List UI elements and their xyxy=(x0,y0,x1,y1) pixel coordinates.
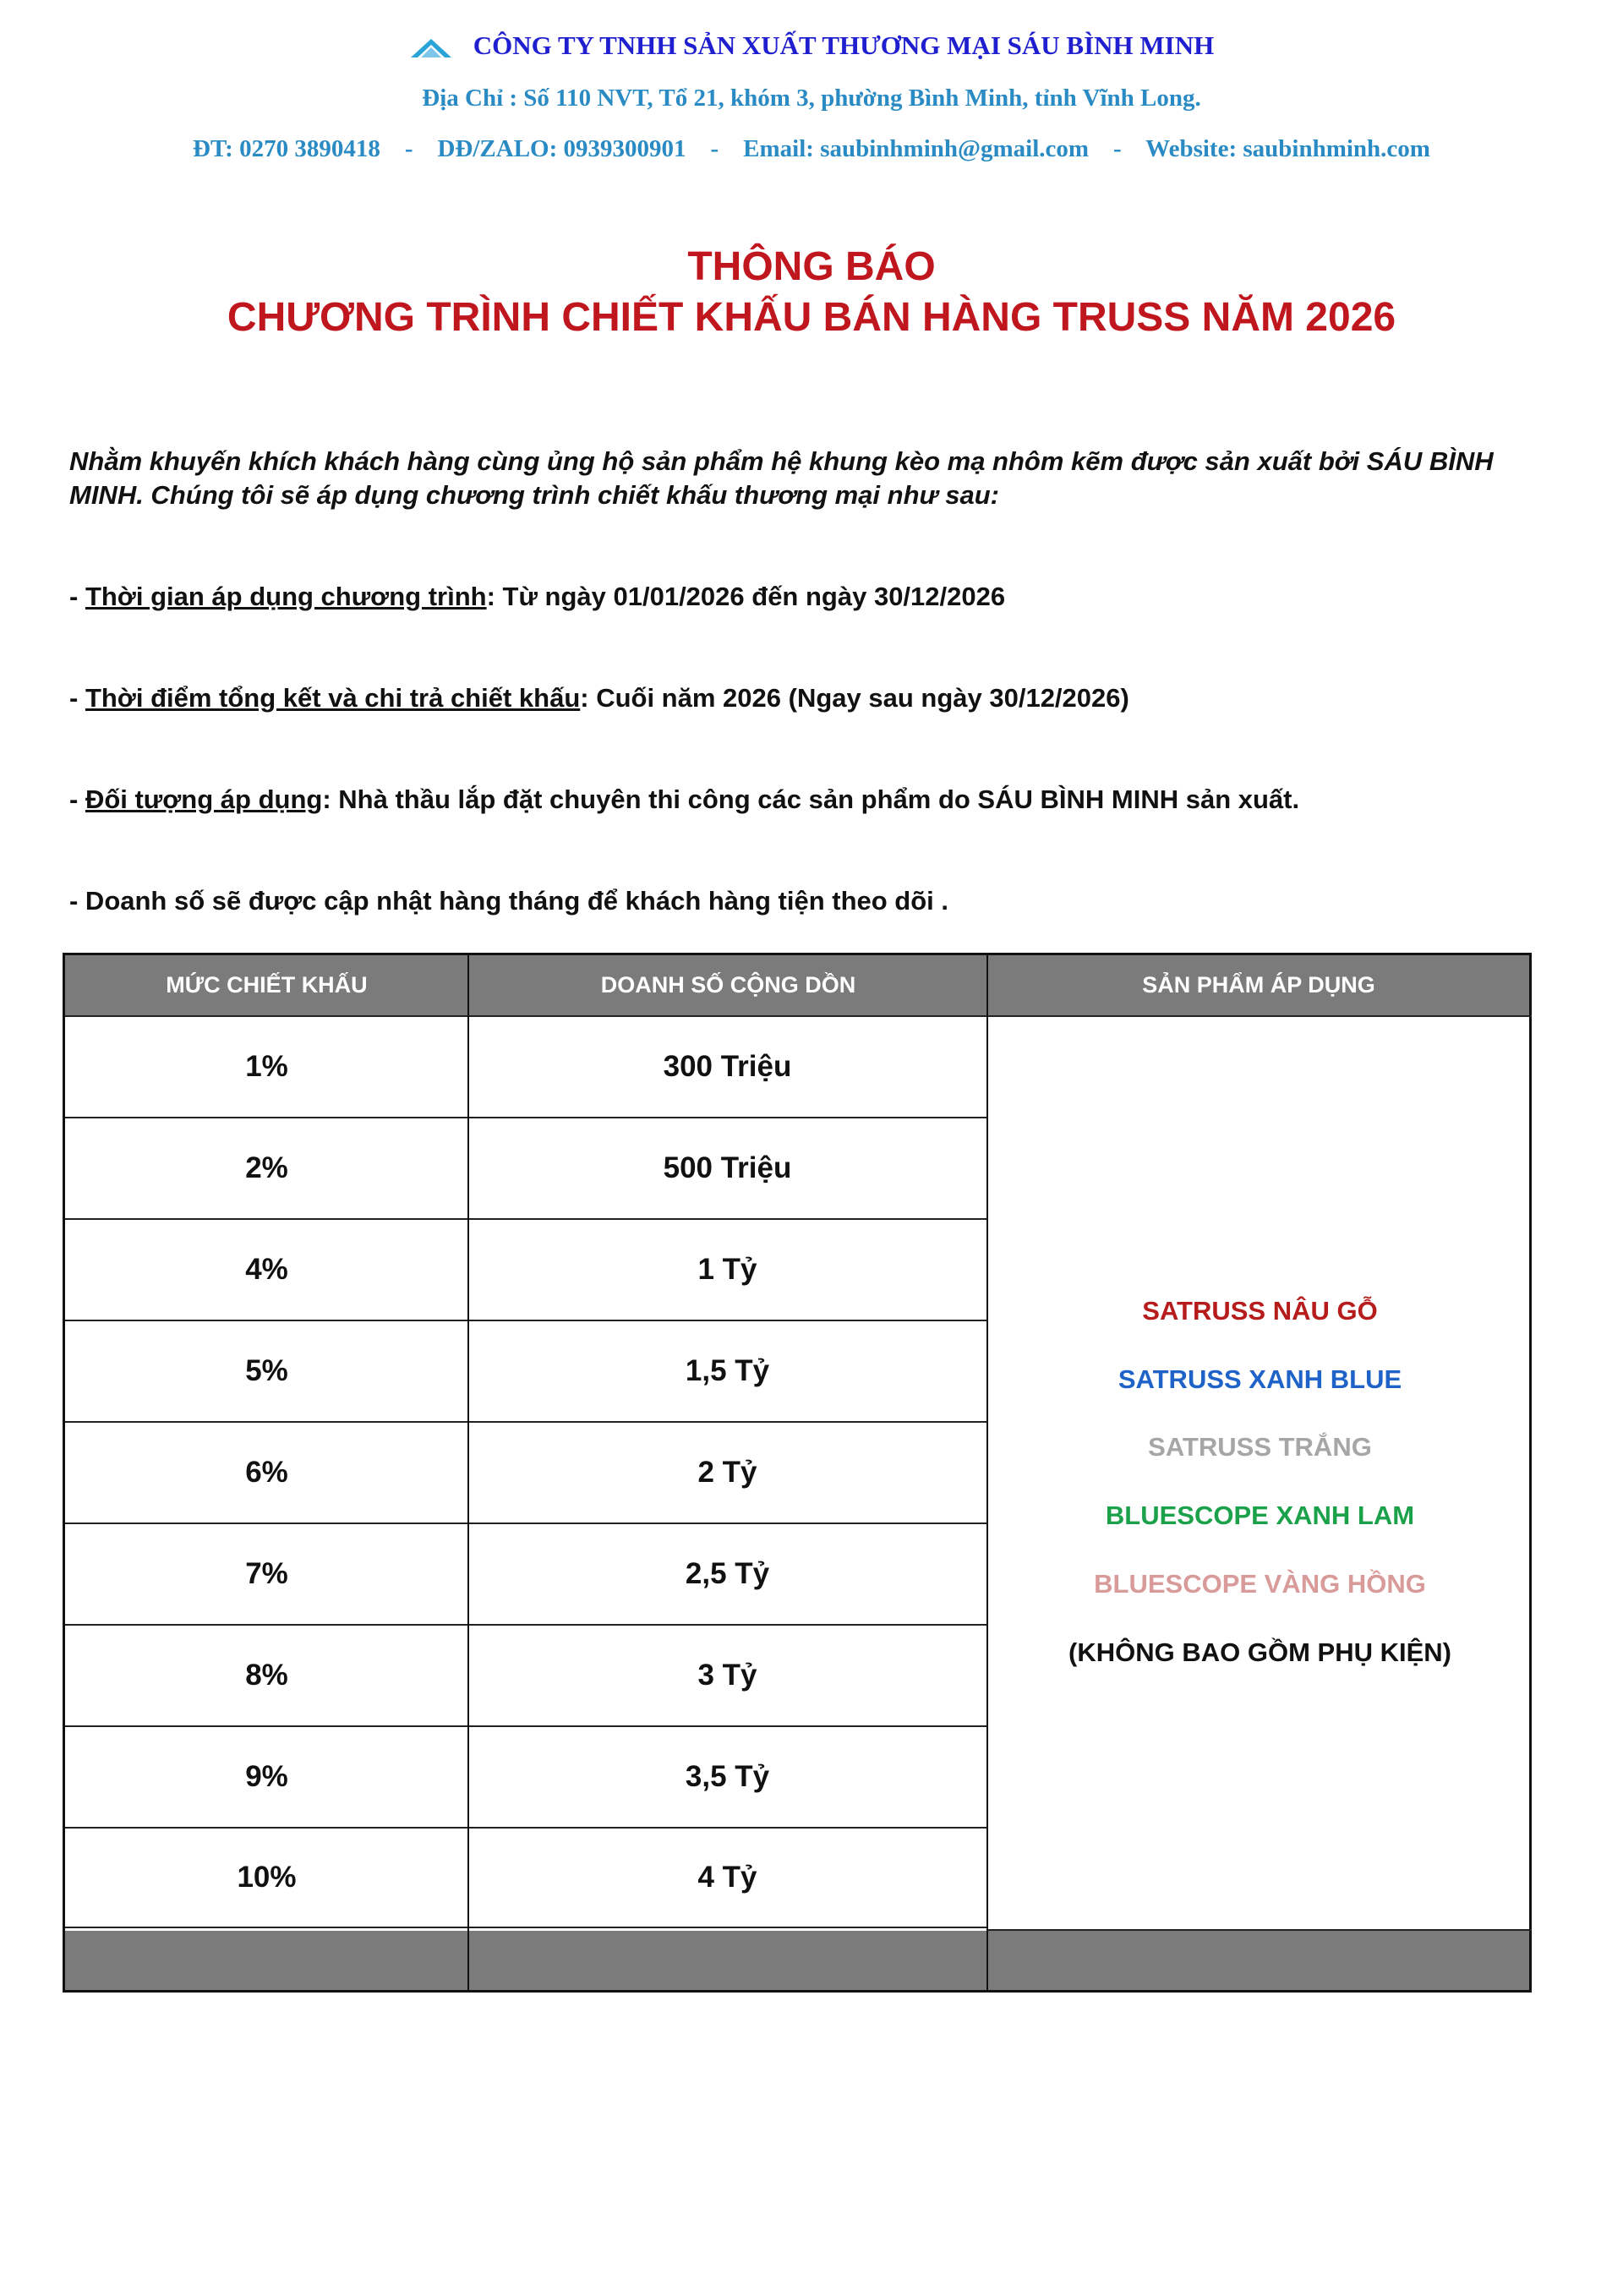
discount-rate-cell: 7% xyxy=(245,1557,288,1590)
cumulative-sales-cell: 1 Tỷ xyxy=(697,1253,757,1286)
cumulative-sales-cell: 3,5 Tỷ xyxy=(685,1760,770,1793)
table-row xyxy=(65,1624,986,1725)
product-item: SATRUSS NÂU GỖ xyxy=(1142,1296,1378,1326)
table-row xyxy=(65,1320,986,1421)
cumulative-sales-cell: 300 Triệu xyxy=(663,1050,792,1083)
company-name-line xyxy=(0,30,1623,66)
table-row xyxy=(65,1117,986,1218)
header-cumulative-sales: DOANH SỐ CỘNG DỒN xyxy=(468,955,988,1015)
bullet-settlement-label: Thời điểm tổng kết và chi trả chiết khấu xyxy=(85,683,581,713)
table-row xyxy=(65,1218,986,1320)
cumulative-sales-cell: 2,5 Tỷ xyxy=(685,1557,770,1590)
table-row xyxy=(65,1827,986,1928)
discount-rate-cell: 8% xyxy=(245,1659,288,1692)
cumulative-sales-cell: 4 Tỷ xyxy=(697,1861,757,1894)
header-discount-rate: MỨC CHIẾT KHẤU xyxy=(65,955,468,1015)
discount-rate-cell: 1% xyxy=(245,1050,288,1083)
company-contact: ĐT: 0270 3890418 - DĐ/ZALO: 0939300901 - Email: saubinhminh@gmail.com - Website: saubinhminh.com xyxy=(193,135,1430,162)
product-item: SATRUSS XANH BLUE xyxy=(1118,1364,1402,1394)
table-rows xyxy=(65,1015,986,1928)
cumulative-sales-cell: 500 Triệu xyxy=(663,1151,792,1184)
bullet-update: - Doanh số sẽ được cập nhật hàng tháng để khách hàng tiện theo dõi . xyxy=(69,886,949,916)
bullet-time: - Thời gian áp dụng chương trình: Từ ngày 01/01/2026 đến ngày 30/12/2026 xyxy=(69,582,1006,611)
bullet-time-value: : Từ ngày 01/01/2026 đến ngày 30/12/2026 xyxy=(486,582,1006,611)
column-divider xyxy=(986,955,988,1990)
header-applicable-products: SẢN PHẨM ÁP DỤNG xyxy=(988,955,1529,1015)
table-row xyxy=(65,1421,986,1522)
table-row xyxy=(65,1725,986,1827)
company-name: CÔNG TY TNHH SẢN XUẤT THƯƠNG MẠI SÁU BÌNH MINH xyxy=(473,30,1215,60)
bullet-target-label: Đối tượng áp dụng xyxy=(85,784,323,814)
cumulative-sales-cell: 3 Tỷ xyxy=(697,1659,757,1692)
table-row xyxy=(65,1522,986,1624)
product-item: (KHÔNG BAO GỒM PHỤ KIỆN) xyxy=(1068,1637,1451,1667)
bullet-settlement: - Thời điểm tổng kết và chi trả chiết khấu: Cuối năm 2026 (Ngay sau ngày 30/12/2026) xyxy=(69,683,1129,713)
product-item: BLUESCOPE VÀNG HỒNG xyxy=(1094,1569,1426,1599)
discount-rate-cell: 9% xyxy=(245,1760,288,1793)
discount-rate-cell: 5% xyxy=(245,1354,288,1387)
column-divider xyxy=(467,955,469,1990)
discount-rate-cell: 2% xyxy=(245,1151,288,1184)
bullet-target-value: : Nhà thầu lắp đặt chuyên thi công các sản phẩm do SÁU BÌNH MINH sản xuất. xyxy=(322,784,1300,814)
notice-subtitle: CHƯƠNG TRÌNH CHIẾT KHẤU BÁN HÀNG TRUSS NĂM 2026 xyxy=(227,295,1396,340)
cumulative-sales-cell: 1,5 Tỷ xyxy=(685,1354,770,1387)
bullet-time-label: Thời gian áp dụng chương trình xyxy=(85,582,487,611)
intro-paragraph: Nhằm khuyến khích khách hàng cùng ủng hộ sản phẩm hệ khung kèo mạ nhôm kẽm được sản xuất bởi SÁU BÌNH MINH. Chúng tôi sẽ áp dụng chương trình chiết khấu thương mại như sau: xyxy=(69,446,1494,510)
cumulative-sales-cell: 2 Tỷ xyxy=(697,1456,757,1489)
discount-rate-cell: 10% xyxy=(237,1861,297,1894)
table-footer xyxy=(65,1931,1529,1990)
bullet-target: - Đối tượng áp dụng: Nhà thầu lắp đặt chuyên thi công các sản phẩm do SÁU BÌNH MINH sản xuất. xyxy=(69,784,1300,814)
discount-rate-cell: 6% xyxy=(245,1456,288,1489)
roof-logo-icon xyxy=(409,36,453,66)
discount-rate-cell: 4% xyxy=(245,1253,288,1286)
company-address: Địa Chỉ : Số 110 NVT, Tổ 21, khóm 3, phường Bình Minh, tỉnh Vĩnh Long. xyxy=(422,85,1201,112)
table-row xyxy=(65,1015,986,1117)
bullet-settlement-value: : Cuối năm 2026 (Ngay sau ngày 30/12/2026) xyxy=(580,683,1129,713)
product-item: BLUESCOPE XANH LAM xyxy=(1105,1501,1415,1530)
discount-table xyxy=(63,953,1532,1993)
product-item: SATRUSS TRẮNG xyxy=(1148,1432,1372,1462)
notice-title: THÔNG BÁO xyxy=(687,244,936,289)
products-cell xyxy=(988,1015,1532,1931)
